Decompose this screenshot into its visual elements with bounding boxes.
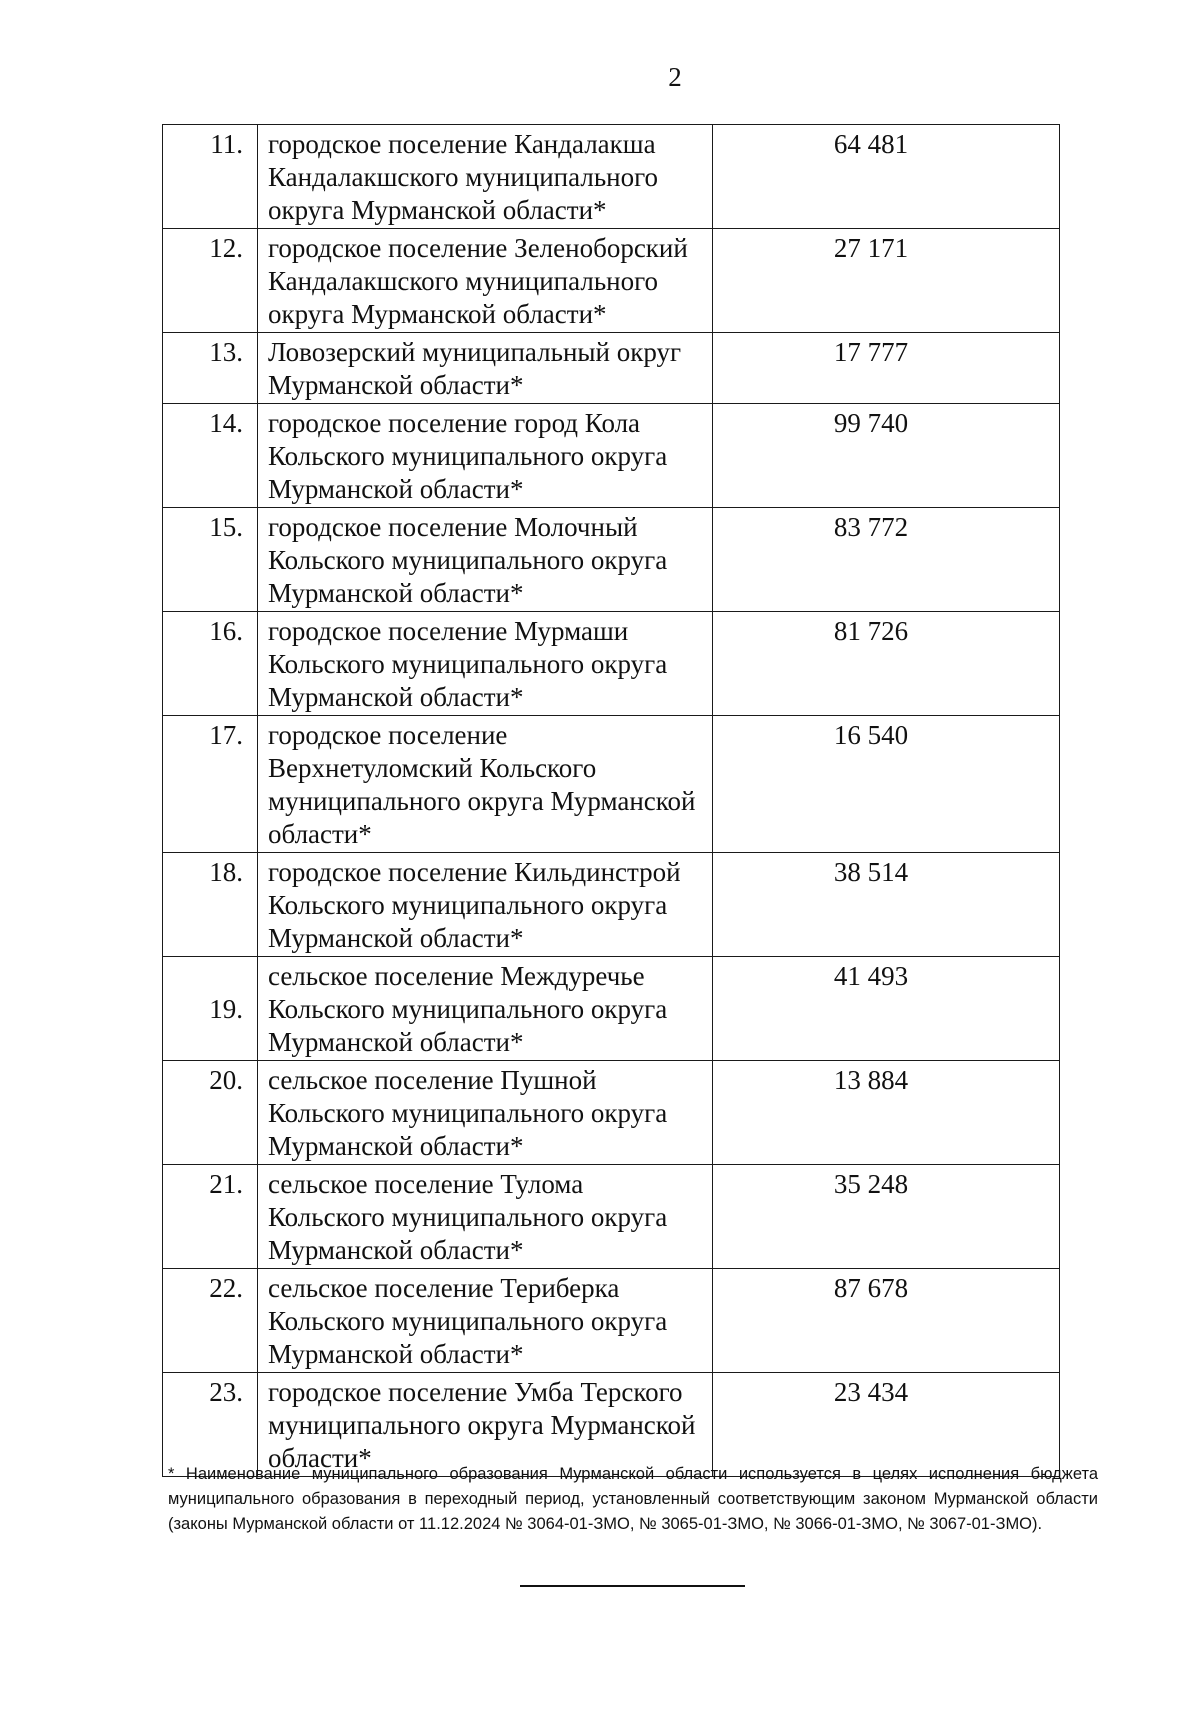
table-row xyxy=(163,1165,1060,1269)
row-number: 12. xyxy=(163,229,258,333)
municipality-name: городское поселение Верхнетуломский Кольского муниципального округа Мурманской области* xyxy=(258,716,713,853)
row-number: 11. xyxy=(163,125,258,229)
municipality-name: городское поселение Мурмаши Кольского муниципального округа Мурманской области* xyxy=(258,612,713,716)
table-row xyxy=(163,957,1060,1061)
municipality-name: сельское поселение Тулома Кольского муниципального округа Мурманской области* xyxy=(258,1165,713,1269)
municipality-name: сельское поселение Междуречье Кольского муниципального округа Мурманской области* xyxy=(258,957,713,1061)
table-row xyxy=(163,333,1060,404)
table-row xyxy=(163,229,1060,333)
amount-value: 17 777 xyxy=(713,333,1060,404)
amount-value: 16 540 xyxy=(713,716,1060,853)
municipality-name: сельское поселение Пушной Кольского муниципального округа Мурманской области* xyxy=(258,1061,713,1165)
row-number: 17. xyxy=(163,716,258,853)
row-number: 20. xyxy=(163,1061,258,1165)
table-row xyxy=(163,612,1060,716)
amount-value: 13 884 xyxy=(713,1061,1060,1165)
municipality-name: городское поселение Молочный Кольского муниципального округа Мурманской области* xyxy=(258,508,713,612)
municipality-name: сельское поселение Териберка Кольского муниципального округа Мурманской области* xyxy=(258,1269,713,1373)
municipality-name: городское поселение Зеленоборский Кандалакшского муниципального округа Мурманской области* xyxy=(258,229,713,333)
table-row xyxy=(163,716,1060,853)
table-row xyxy=(163,404,1060,508)
row-number: 18. xyxy=(163,853,258,957)
row-number: 19. xyxy=(163,957,258,1061)
row-number: 15. xyxy=(163,508,258,612)
table-row xyxy=(163,125,1060,229)
municipality-name: городское поселение Кандалакша Кандалакшского муниципального округа Мурманской области* xyxy=(258,125,713,229)
budget-distribution-table xyxy=(162,124,1060,1477)
amount-value: 83 772 xyxy=(713,508,1060,612)
municipality-name: Ловозерский муниципальный округ Мурманской области* xyxy=(258,333,713,404)
amount-value: 81 726 xyxy=(713,612,1060,716)
amount-value: 64 481 xyxy=(713,125,1060,229)
page-number: 2 xyxy=(668,62,682,92)
municipality-name: городское поселение город Кола Кольского муниципального округа Мурманской области* xyxy=(258,404,713,508)
amount-value: 27 171 xyxy=(713,229,1060,333)
row-number: 14. xyxy=(163,404,258,508)
municipality-name: городское поселение Кильдинстрой Кольского муниципального округа Мурманской области* xyxy=(258,853,713,957)
table-row xyxy=(163,1269,1060,1373)
table-row xyxy=(163,1373,1060,1477)
amount-value: 23 434 xyxy=(713,1373,1060,1477)
table-row xyxy=(163,853,1060,957)
footnote: * Наименование муниципального образования Мурманской области используется в целях исполнения бюджета муниципального образования в переходный период, установленный соответствующим законом Мурманской области (законы Мурманской области от 11.12.2024 № 3064-01-ЗМО, № 3065-01-ЗМО, № 3066-01-ЗМО, № 3067-01-ЗМО). xyxy=(168,1465,1098,1533)
row-number: 22. xyxy=(163,1269,258,1373)
amount-value: 87 678 xyxy=(713,1269,1060,1373)
amount-value: 99 740 xyxy=(713,404,1060,508)
municipality-name: городское поселение Умба Терского муниципального округа Мурманской области* xyxy=(258,1373,713,1477)
row-number: 23. xyxy=(163,1373,258,1477)
amount-value: 35 248 xyxy=(713,1165,1060,1269)
table-row xyxy=(163,508,1060,612)
row-number: 21. xyxy=(163,1165,258,1269)
table-row xyxy=(163,1061,1060,1165)
end-of-document-rule xyxy=(520,1585,745,1587)
amount-value: 38 514 xyxy=(713,853,1060,957)
row-number: 16. xyxy=(163,612,258,716)
row-number: 13. xyxy=(163,333,258,404)
amount-value: 41 493 xyxy=(713,957,1060,1061)
